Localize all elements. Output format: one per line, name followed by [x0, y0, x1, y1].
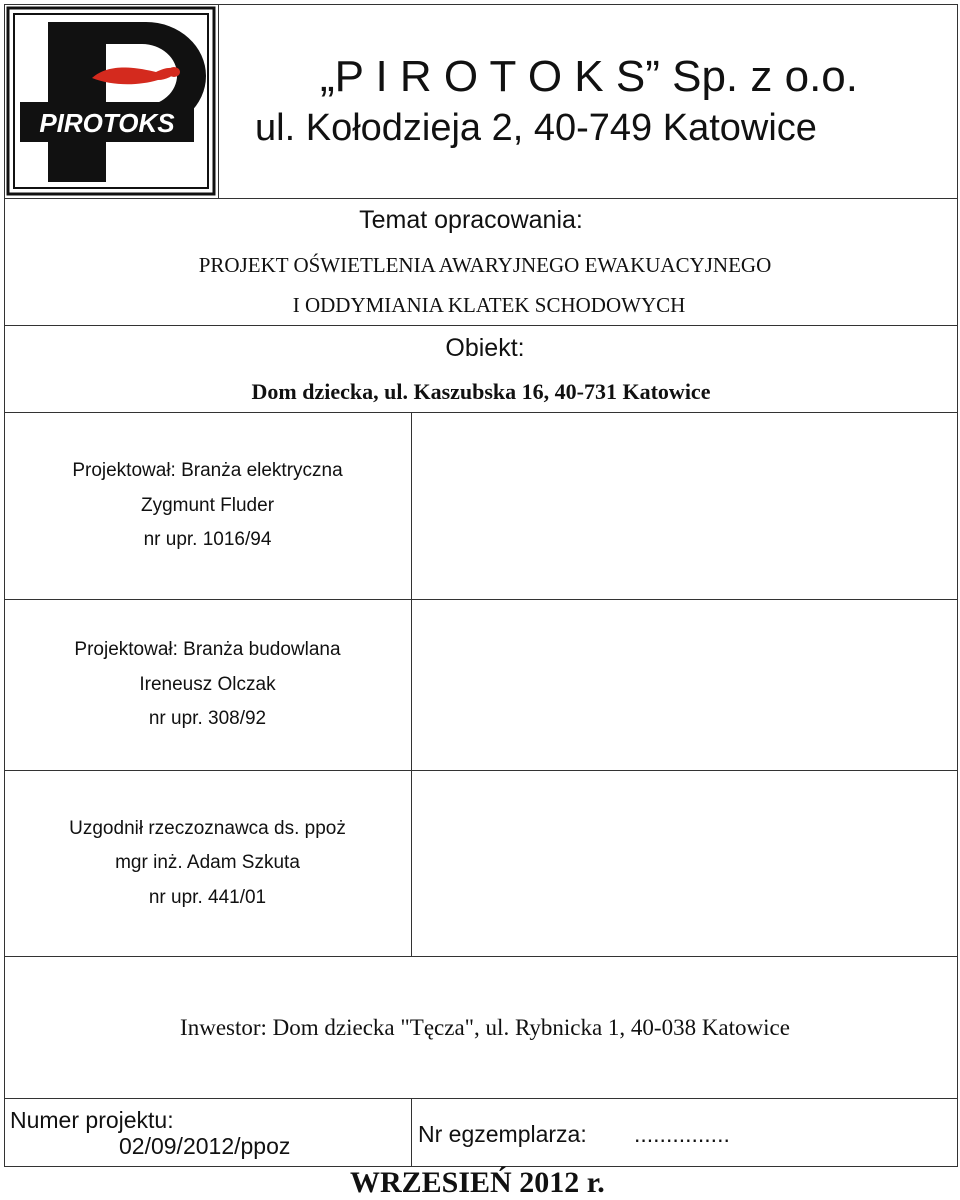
designer-license: nr upr. 1016/94 [143, 529, 272, 550]
object-value: Dom dziecka, ul. Kaszubska 16, 40-731 Katowice [251, 379, 711, 404]
designer-row-construction [4, 599, 411, 770]
investor: Inwestor: Dom dziecka "Tęcza", ul. Rybnicka 1, 40-038 Katowice [180, 1015, 790, 1040]
designer-row-electrical [4, 412, 411, 599]
designer-name: Zygmunt Fluder [140, 495, 275, 516]
topic-line-2: I ODDYMIANIA KLATEK SCHODOWYCH [292, 293, 686, 317]
topic-divider [4, 325, 958, 326]
designer-role: Projektował: Branża budowlana [74, 639, 341, 660]
designer-license: nr upr. 441/01 [148, 887, 267, 908]
pirotoks-logo [6, 6, 216, 196]
investor-divider [4, 1098, 958, 1099]
pirotoks-logo-graphic [6, 6, 216, 196]
footer-column-divider [411, 1098, 412, 1167]
header-divider [4, 198, 958, 199]
designer-name: Ireneusz Olczak [139, 674, 276, 695]
topic-line-1: PROJEKT OŚWIETLENIA AWARYJNEGO EWAKUACYJNEGO [198, 253, 772, 277]
object-label: Obiekt: [445, 334, 525, 362]
project-number-label: Numer projektu: [10, 1107, 174, 1133]
signature-column-divider [411, 412, 412, 956]
company-name: „P I R O T O K S” Sp. z o.o. [320, 52, 858, 101]
designer-row-fire-expert [4, 770, 411, 956]
project-number-value: 02/09/2012/ppoz [119, 1133, 291, 1159]
logo-brand-text: PIROTOKS [39, 108, 175, 138]
designer-role: Uzgodnił rzeczoznawca ds. ppoż [69, 818, 346, 839]
row-divider [4, 956, 958, 957]
topic-label: Temat opracowania: [359, 206, 583, 234]
issue-date: WRZESIEŃ 2012 r. [350, 1166, 605, 1199]
company-address: ul. Kołodzieja 2, 40-749 Katowice [255, 107, 817, 149]
designer-role: Projektował: Branża elektryczna [72, 460, 343, 481]
designer-license: nr upr. 308/92 [148, 708, 267, 729]
copy-number-value: ............... [634, 1121, 730, 1147]
copy-number-label: Nr egzemplarza: [418, 1121, 587, 1147]
designer-name: mgr inż. Adam Szkuta [115, 852, 300, 873]
